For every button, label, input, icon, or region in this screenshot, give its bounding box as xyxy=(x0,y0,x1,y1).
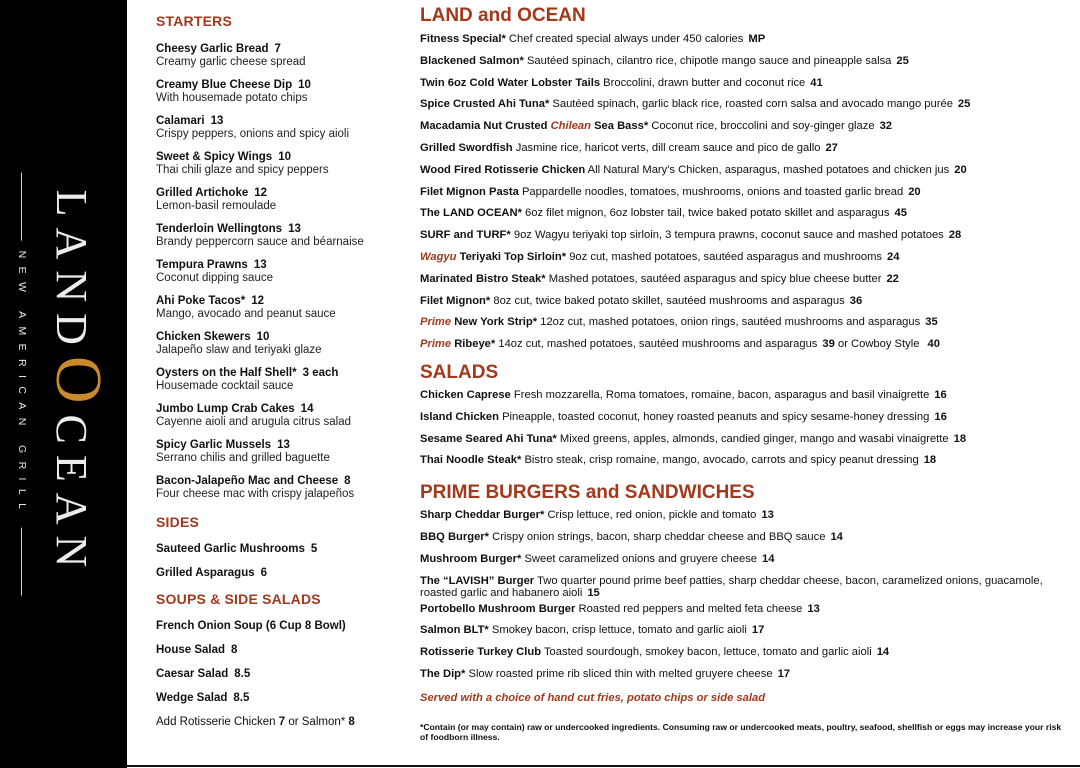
burger-price: 14 xyxy=(830,530,843,543)
starter-title-line xyxy=(156,294,406,308)
starter-price: 3 each xyxy=(302,367,339,379)
starter-price: 13 xyxy=(210,115,224,127)
entree-highlight: Prime xyxy=(420,316,452,329)
side-name: Sauteed Garlic Mushrooms xyxy=(156,543,305,555)
salad-name: Island Chicken xyxy=(420,410,499,423)
entree-row xyxy=(420,207,1070,229)
entree-price: 20 xyxy=(954,163,967,176)
starter-desc: Four cheese mac with crispy jalapeños xyxy=(156,487,355,500)
starter-name: Jumbo Lump Crab Cakes xyxy=(156,403,295,415)
starter-title-line xyxy=(156,114,406,128)
entree-name: Filet Mignon Pasta xyxy=(420,185,519,198)
soups-list xyxy=(156,620,406,704)
brand-sidebar xyxy=(0,0,127,768)
starter-price: 7 xyxy=(274,43,281,55)
burger-name: BBQ Burger* xyxy=(420,530,489,543)
entree-name: SURF and TURF* xyxy=(420,229,511,242)
entree-price: 32 xyxy=(879,120,893,133)
entree-name: Filet Mignon* xyxy=(420,294,491,307)
entree-price: 27 xyxy=(825,141,838,154)
entree-row xyxy=(420,273,1070,295)
land-ocean-list xyxy=(420,33,1070,360)
starter-name: Cheesy Garlic Bread xyxy=(156,43,269,55)
side-item xyxy=(156,567,406,579)
starter-item xyxy=(156,78,406,104)
starter-price: 10 xyxy=(256,331,270,343)
starter-title-line xyxy=(156,222,406,236)
brand-name-cean: CEAN xyxy=(47,414,96,579)
starter-desc: Coconut dipping sauce xyxy=(156,271,273,284)
starter-title-line xyxy=(156,186,406,200)
entree-row xyxy=(420,120,1070,142)
soups-heading: SOUPS & SIDE SALADS xyxy=(156,591,321,607)
entree-row xyxy=(420,164,1070,186)
starter-title-line xyxy=(156,474,406,488)
starter-price: 10 xyxy=(278,151,291,163)
entree-name: Blackened Salmon* xyxy=(420,54,524,67)
served-note: Served with a choice of hand cut fries, potato chips or side salad xyxy=(420,691,766,704)
burger-row xyxy=(420,646,1070,668)
burger-desc: Two quarter pound prime beef patties, sharp cheddar cheese, bacon, caramelized onions, guacamole, roasted garlic and habanero aioli xyxy=(420,574,1043,599)
starter-desc: With housemade potato chips xyxy=(156,91,308,104)
burgers-heading: PRIME BURGERS and SANDWICHES xyxy=(420,482,755,504)
starter-price: 12 xyxy=(251,295,265,307)
entree-name: Macadamia Nut Crusted xyxy=(420,120,551,133)
burger-price: 15 xyxy=(587,586,600,599)
entree-row xyxy=(420,316,1070,338)
starter-name: Chicken Skewers xyxy=(156,331,251,343)
entree-desc: 12oz cut, mashed potatoes, onion rings, sautéed mushrooms and asparagus xyxy=(540,316,921,329)
salad-desc: Bistro steak, crisp romaine, mango, avocado, carrots and spicy peanut dressing xyxy=(524,454,919,467)
entree-name: The LAND OCEAN* xyxy=(420,207,522,220)
starter-name: Oysters on the Half Shell* xyxy=(156,367,297,379)
burger-price: 13 xyxy=(761,509,774,522)
starter-item xyxy=(156,222,406,248)
entree-highlight: Chilean xyxy=(550,120,591,133)
burger-desc: Smokey bacon, crisp lettuce, tomato and garlic aioli xyxy=(491,624,747,637)
entree-name: Marinated Bistro Steak* xyxy=(420,272,546,285)
entree-desc: Chef created special always under 450 calories xyxy=(508,33,744,45)
side-item xyxy=(156,543,406,555)
side-name: Grilled Asparagus xyxy=(156,567,255,579)
starter-name: Ahi Poke Tacos* xyxy=(156,295,246,307)
entree-price: 25 xyxy=(896,54,909,67)
soup-price: 8.5 xyxy=(233,692,250,704)
burger-desc: Sweet caramelized onions and gruyere cheese xyxy=(524,552,758,565)
burger-row xyxy=(420,509,1070,531)
starter-title-line xyxy=(156,402,406,416)
starter-name: Grilled Artichoke xyxy=(156,187,249,199)
starter-price: 13 xyxy=(277,439,290,451)
right-column xyxy=(420,5,1070,742)
burger-price: 17 xyxy=(751,624,765,637)
soup-item xyxy=(156,620,406,632)
entree-price: 45 xyxy=(894,207,907,220)
burger-name: Sharp Cheddar Burger* xyxy=(420,509,545,522)
burger-name: Salmon BLT* xyxy=(420,624,489,637)
burger-row xyxy=(420,624,1070,646)
starter-desc: Lemon-basil remoulade xyxy=(156,199,277,212)
burger-row xyxy=(420,531,1070,553)
entree-highlight: Prime xyxy=(420,338,452,351)
burger-desc: Crispy onion strings, bacon, sharp cheddar cheese and BBQ sauce xyxy=(492,530,826,543)
burger-price: 13 xyxy=(807,602,820,615)
entree-highlight: Wagyu xyxy=(420,250,457,263)
entree-price: 36 xyxy=(849,294,863,307)
brand-tagline xyxy=(16,163,28,606)
entree-row xyxy=(420,55,1070,77)
entree-price-alt: 40 xyxy=(927,338,940,351)
entree-row xyxy=(420,295,1070,317)
entree-desc: 9oz cut, mashed potatoes, sautéed asparagus and mushrooms xyxy=(569,250,883,263)
brand-name-o: O xyxy=(42,355,115,415)
entree-desc: 14oz cut, mashed potatoes, sautéed mushrooms and asparagus xyxy=(498,338,818,351)
starter-title-line xyxy=(156,366,406,380)
burger-row xyxy=(420,553,1070,575)
burger-desc: Slow roasted prime rib sliced thin with melted gruyere cheese xyxy=(468,667,773,680)
soup-name: House Salad xyxy=(156,644,226,656)
salad-desc: Fresh mozzarella, Roma tomatoes, romaine, bacon, asparagus and basil vinaigrette xyxy=(513,388,930,401)
entree-desc: Sautéed spinach, cilantro rice, chipotle mango sauce and pineapple salsa xyxy=(526,54,892,67)
entree-name-end: Sea Bass* xyxy=(590,120,649,133)
salad-price: 18 xyxy=(923,454,937,467)
entree-price: 24 xyxy=(887,250,900,263)
starter-price: 14 xyxy=(300,403,314,415)
burger-name: Rotisserie Turkey Club xyxy=(420,646,542,659)
starter-item xyxy=(156,42,406,68)
salad-price: 16 xyxy=(934,388,947,401)
starter-name: Sweet & Spicy Wings xyxy=(156,151,273,163)
starter-item xyxy=(156,330,406,356)
entree-row xyxy=(420,98,1070,120)
starter-title-line xyxy=(156,438,406,452)
burger-price: 17 xyxy=(777,667,791,680)
salads-list xyxy=(420,389,1070,476)
soup-price: 8.5 xyxy=(234,668,251,680)
starters-list xyxy=(156,42,406,500)
salad-price: 16 xyxy=(934,410,947,423)
starter-price: 10 xyxy=(298,79,311,91)
burger-row xyxy=(420,575,1070,603)
burgers-list xyxy=(420,509,1070,690)
salad-name: Thai Noodle Steak* xyxy=(420,454,522,467)
starter-item xyxy=(156,366,406,392)
brand-name-land: LAND xyxy=(47,189,96,356)
entree-row xyxy=(420,251,1070,273)
starter-desc: Cayenne aioli and arugula citrus salad xyxy=(156,415,351,428)
soup-name: Caesar Salad xyxy=(156,668,229,680)
entree-desc: 8oz cut, twice baked potato skillet, sautéed mushrooms and asparagus xyxy=(493,294,845,307)
entree-desc: Broccolini, drawn butter and coconut rice xyxy=(603,76,806,89)
entree-desc: Coconut rice, broccolini and soy-ginger glaze xyxy=(651,120,875,133)
starter-item xyxy=(156,294,406,320)
starter-item xyxy=(156,258,406,284)
entree-name: Wood Fired Rotisserie Chicken xyxy=(420,163,586,176)
starter-item xyxy=(156,402,406,428)
starter-title-line xyxy=(156,42,406,56)
brand-tagline-text: NEW AMERICAN GRILL xyxy=(16,250,28,518)
entree-price: 41 xyxy=(810,76,823,89)
entree-desc: Jasmine rice, haricot verts, dill cream sauce and pico de gallo xyxy=(515,141,821,154)
starter-desc: Thai chili glaze and spicy peppers xyxy=(156,163,329,176)
entree-price: 22 xyxy=(886,272,899,285)
entree-desc: Mashed potatoes, sautéed asparagus and spicy blue cheese butter xyxy=(548,272,882,285)
starter-item xyxy=(156,186,406,212)
starter-desc: Housemade cocktail sauce xyxy=(156,379,294,392)
soup-item xyxy=(156,644,406,656)
side-price: 6 xyxy=(260,567,268,579)
starter-desc: Serrano chilis and grilled baguette xyxy=(156,451,330,464)
salad-row xyxy=(420,389,1070,411)
entree-desc: All Natural Mary's Chicken, asparagus, mashed potatoes and chicken jus xyxy=(587,163,950,176)
burger-desc: Crisp lettuce, red onion, pickle and tomato xyxy=(547,509,757,522)
burger-row xyxy=(420,603,1070,625)
entree-name: Twin 6oz Cold Water Lobster Tails xyxy=(420,76,601,89)
starter-desc: Creamy garlic cheese spread xyxy=(156,55,306,68)
starter-item xyxy=(156,438,406,464)
entree-name: Ribeye* xyxy=(451,338,496,351)
entree-name: Grilled Swordfish xyxy=(420,141,513,154)
entree-row xyxy=(420,186,1070,208)
disclaimer: *Contain (or may contain) raw or undercooked ingredients. Consuming raw or undercooked meats, poultry, seafood, shellfish or eggs may increase your risk of foodborn illness. xyxy=(420,721,1062,742)
soup-name: French Onion Soup (6 Cup 8 Bowl) xyxy=(156,620,346,632)
entree-name: New York Strip* xyxy=(451,316,538,329)
soup-name: Wedge Salad xyxy=(156,692,228,704)
entree-price: 28 xyxy=(948,229,962,242)
salad-name: Chicken Caprese xyxy=(420,388,511,401)
starter-desc: Crispy peppers, onions and spicy aioli xyxy=(156,127,350,140)
bottom-rule xyxy=(127,765,1080,767)
soup-item xyxy=(156,692,406,704)
side-price: 5 xyxy=(310,543,318,555)
entree-desc: Sautéed spinach, garlic black rice, roasted corn salsa and avocado mango purée xyxy=(552,98,953,111)
entree-row xyxy=(420,338,1070,360)
soup-item xyxy=(156,668,406,680)
burger-price: 14 xyxy=(762,552,775,565)
tagline-rule-right xyxy=(22,527,23,595)
salad-price: 18 xyxy=(953,432,967,445)
entree-price: 35 xyxy=(925,316,938,329)
starter-price: 13 xyxy=(253,259,267,271)
entree-name: Teriyaki Top Sirloin* xyxy=(456,250,567,263)
starter-item xyxy=(156,114,406,140)
salad-desc: Pineapple, toasted coconut, honey roasted peanuts and spicy sesame-honey dressing xyxy=(502,410,930,423)
entree-desc: 9oz Wagyu teriyaki top sirloin, 3 tempura prawns, coconut sauce and mashed potatoes xyxy=(513,229,944,242)
salad-desc: Mixed greens, apples, almonds, candied ginger, mango and wasabi vinaigrette xyxy=(559,432,949,445)
starter-desc: Brandy peppercorn sauce and béarnaise xyxy=(156,235,364,248)
burger-name: Mushroom Burger* xyxy=(420,552,522,565)
salads-heading: SALADS xyxy=(420,361,499,383)
entree-suffix: or Cowboy Style xyxy=(834,338,923,351)
burger-name: The Dip* xyxy=(420,667,466,680)
salad-name: Sesame Seared Ahi Tuna* xyxy=(420,432,557,445)
starter-price: 13 xyxy=(288,223,301,235)
entree-row xyxy=(420,77,1070,99)
burger-desc: Toasted sourdough, smokey bacon, lettuce, tomato and garlic aioli xyxy=(543,646,872,659)
starter-name: Creamy Blue Cheese Dip xyxy=(156,79,293,91)
starter-name: Tempura Prawns xyxy=(156,259,248,271)
burger-price: 14 xyxy=(876,646,890,659)
entree-row xyxy=(420,229,1070,251)
brand-logo xyxy=(40,190,116,579)
starter-price: 12 xyxy=(254,187,268,199)
starter-title-line xyxy=(156,330,406,344)
starter-name: Bacon-Jalapeño Mac and Cheese xyxy=(156,475,339,487)
entree-price: 20 xyxy=(908,185,921,198)
salad-row xyxy=(420,433,1070,455)
starter-title-line xyxy=(156,78,406,92)
starter-title-line xyxy=(156,258,406,272)
starter-item xyxy=(156,474,406,500)
left-column xyxy=(156,13,406,728)
starter-title-line xyxy=(156,150,406,164)
salad-row xyxy=(420,411,1070,433)
tagline-rule-left xyxy=(22,173,23,241)
sides-list xyxy=(156,543,406,579)
burger-row xyxy=(420,668,1070,690)
soup-price: 8 xyxy=(231,644,238,656)
entree-desc: Pappardelle noodles, tomatoes, mushrooms, onions and toasted garlic bread xyxy=(521,185,904,198)
starter-name: Tenderloin Wellingtons xyxy=(156,223,283,235)
burger-name: The “LAVISH” Burger xyxy=(420,574,535,587)
sides-heading: SIDES xyxy=(156,514,200,530)
entree-desc: 6oz filet mignon, 6oz lobster tail, twice baked potato skillet and asparagus xyxy=(525,207,890,220)
entree-price: MP xyxy=(748,33,766,45)
starter-desc: Mango, avocado and peanut sauce xyxy=(156,307,336,320)
burger-desc: Roasted red peppers and melted feta cheese xyxy=(578,602,803,615)
entree-name: Spice Crusted Ahi Tuna* xyxy=(420,98,550,111)
salad-row xyxy=(420,454,1070,476)
starter-name: Calamari xyxy=(156,115,205,127)
entree-row xyxy=(420,33,1070,55)
starter-name: Spicy Garlic Mussels xyxy=(156,439,272,451)
entree-name: Fitness Special* xyxy=(420,33,506,45)
addon-note: Add Rotisserie Chicken 7 or Salmon* 8 xyxy=(156,716,355,728)
starter-desc: Jalapeño slaw and teriyaki glaze xyxy=(156,343,322,356)
entree-price: 25 xyxy=(957,98,971,111)
starter-item xyxy=(156,150,406,176)
starter-price: 8 xyxy=(344,475,351,487)
land-ocean-heading: LAND and OCEAN xyxy=(420,5,586,26)
burger-name: Portobello Mushroom Burger xyxy=(420,602,576,615)
entree-price: 39 xyxy=(822,338,835,351)
entree-row xyxy=(420,142,1070,164)
starters-heading: STARTERS xyxy=(156,13,233,29)
